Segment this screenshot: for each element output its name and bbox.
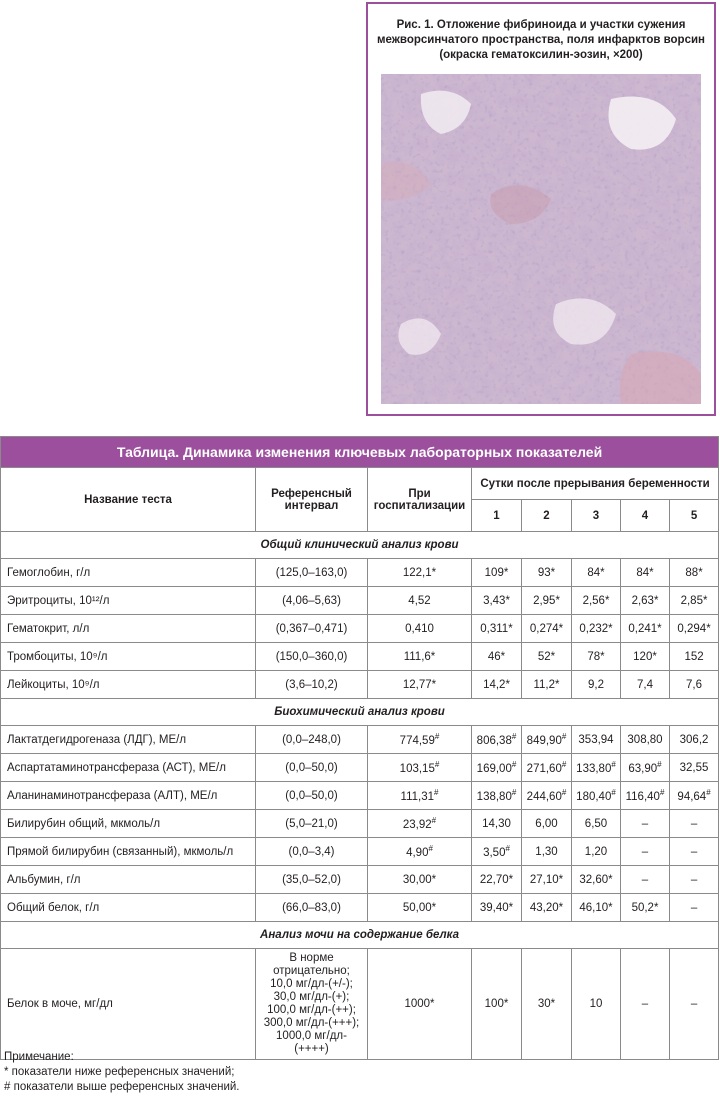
table-row: [1, 810, 719, 838]
section-title: Общий клинический анализ крови: [1, 532, 719, 559]
day-value-cell: 3,43*: [472, 587, 522, 615]
day-value-cell: 0,232*: [572, 615, 621, 643]
table-note: [4, 1050, 240, 1095]
table-row: [1, 671, 719, 699]
day-value-cell: 50,2*: [621, 894, 670, 922]
test-name-cell: Гемоглобин, г/л: [1, 559, 256, 587]
day-value-cell: 1,20: [572, 838, 621, 866]
day-value-cell: 2,63*: [621, 587, 670, 615]
ref-cell: (0,0–50,0): [256, 754, 368, 782]
day-value-cell: 14,30: [472, 810, 522, 838]
header-day: 4: [621, 500, 670, 532]
day-value-cell: 10: [572, 949, 621, 1060]
ref-cell: (0,367–0,471): [256, 615, 368, 643]
day-value-cell: 0,311*: [472, 615, 522, 643]
day-value-cell: 3,50#: [472, 838, 522, 866]
ref-cell: (3,6–10,2): [256, 671, 368, 699]
header-name: Название теста: [1, 468, 256, 532]
admission-cell: 4,90#: [368, 838, 472, 866]
day-value-cell: 2,85*: [670, 587, 719, 615]
ref-line: 1000,0 мг/дл-(++++): [276, 1030, 347, 1055]
day-value-cell: 39,40*: [472, 894, 522, 922]
header-day: 1: [472, 500, 522, 532]
table-row: [1, 615, 719, 643]
day-value-cell: –: [621, 866, 670, 894]
day-value-cell: 78*: [572, 643, 621, 671]
histology-image: [381, 74, 701, 404]
day-value-cell: –: [621, 838, 670, 866]
ref-cell: (35,0–52,0): [256, 866, 368, 894]
day-value-cell: 84*: [621, 559, 670, 587]
day-value-cell: 27,10*: [522, 866, 572, 894]
day-value-cell: 353,94: [572, 726, 621, 754]
day-value-cell: 7,6: [670, 671, 719, 699]
table-row: [1, 894, 719, 922]
admission-cell: 30,00*: [368, 866, 472, 894]
day-value-cell: 0,294*: [670, 615, 719, 643]
ref-cell: (150,0–360,0): [256, 643, 368, 671]
day-value-cell: 109*: [472, 559, 522, 587]
test-name-cell: Лейкоциты, 10⁹/л: [1, 671, 256, 699]
day-value-cell: 1,30: [522, 838, 572, 866]
ref-cell: (5,0–21,0): [256, 810, 368, 838]
table-row: [1, 866, 719, 894]
day-value-cell: 308,80: [621, 726, 670, 754]
day-value-cell: –: [670, 838, 719, 866]
test-name-cell: Аланинаминотрансфераза (АЛТ), МЕ/л: [1, 782, 256, 810]
section-row: [1, 699, 719, 726]
day-value-cell: 32,55: [670, 754, 719, 782]
day-value-cell: 11,2*: [522, 671, 572, 699]
ref-cell: (66,0–83,0): [256, 894, 368, 922]
ref-line: В норме: [289, 952, 334, 964]
day-value-cell: 46,10*: [572, 894, 621, 922]
table-row: [1, 782, 719, 810]
test-name-cell: Лактатдегидрогеназа (ЛДГ), МЕ/л: [1, 726, 256, 754]
day-value-cell: 93*: [522, 559, 572, 587]
day-value-cell: 88*: [670, 559, 719, 587]
test-name-cell: Белок в моче, мг/дл: [1, 949, 256, 1060]
figure-frame: [366, 2, 716, 416]
day-value-cell: 806,38#: [472, 726, 522, 754]
table-row: [1, 754, 719, 782]
table-row: [1, 949, 719, 1060]
day-value-cell: 0,274*: [522, 615, 572, 643]
ref-line: 10,0 мг/дл-(+/-);: [270, 978, 353, 990]
table-row: [1, 587, 719, 615]
day-value-cell: 32,60*: [572, 866, 621, 894]
day-value-cell: –: [670, 894, 719, 922]
day-value-cell: 2,95*: [522, 587, 572, 615]
day-value-cell: 43,20*: [522, 894, 572, 922]
ref-line: 30,0 мг/дл-(+);: [273, 991, 350, 1003]
day-value-cell: 6,50: [572, 810, 621, 838]
day-value-cell: 52*: [522, 643, 572, 671]
test-name-cell: Гематокрит, л/л: [1, 615, 256, 643]
test-name-cell: Тромбоциты, 10⁹/л: [1, 643, 256, 671]
section-title: Анализ мочи на содержание белка: [1, 922, 719, 949]
day-value-cell: 244,60#: [522, 782, 572, 810]
table-row: [1, 643, 719, 671]
table-row: [1, 559, 719, 587]
day-value-cell: 84*: [572, 559, 621, 587]
day-value-cell: –: [621, 810, 670, 838]
ref-cell: (125,0–163,0): [256, 559, 368, 587]
header-day: 5: [670, 500, 719, 532]
test-name-cell: Билирубин общий, мкмоль/л: [1, 810, 256, 838]
test-name-cell: Прямой билирубин (связанный), мкмоль/л: [1, 838, 256, 866]
day-value-cell: 138,80#: [472, 782, 522, 810]
day-value-cell: 30*: [522, 949, 572, 1060]
day-value-cell: 63,90#: [621, 754, 670, 782]
admission-cell: 12,77*: [368, 671, 472, 699]
day-value-cell: 152: [670, 643, 719, 671]
day-value-cell: 120*: [621, 643, 670, 671]
table-body: [1, 532, 719, 1060]
header-ref: Референсный интервал: [256, 468, 368, 532]
admission-cell: 111,31#: [368, 782, 472, 810]
day-value-cell: 133,80#: [572, 754, 621, 782]
table-row: [1, 726, 719, 754]
day-value-cell: 6,00: [522, 810, 572, 838]
admission-cell: 1000*: [368, 949, 472, 1060]
note-title: Примечание:: [4, 1051, 74, 1063]
day-value-cell: 7,4: [621, 671, 670, 699]
ref-line: 300,0 мг/дл-(+++);: [263, 1017, 360, 1029]
header-day: 2: [522, 500, 572, 532]
test-name-cell: Эритроциты, 10¹²/л: [1, 587, 256, 615]
section-title: Биохимический анализ крови: [1, 699, 719, 726]
day-value-cell: 22,70*: [472, 866, 522, 894]
header-days-group: Сутки после прерывания беременности: [472, 468, 719, 500]
admission-cell: 122,1*: [368, 559, 472, 587]
admission-cell: 50,00*: [368, 894, 472, 922]
header-day: 3: [572, 500, 621, 532]
ref-line: отрицательно;: [273, 965, 350, 977]
day-value-cell: –: [670, 810, 719, 838]
figure-caption: Рис. 1. Отложение фибриноида и участки сужения межворсинчатого пространства, поля инфарктов ворсин (окраска гематоксилин-эозин, ×200): [377, 19, 705, 61]
admission-cell: 774,59#: [368, 726, 472, 754]
ref-cell: (0,0–248,0): [256, 726, 368, 754]
table-title: Таблица. Динамика изменения ключевых лабораторных показателей: [1, 437, 719, 468]
header-admission: При госпитализации: [368, 468, 472, 532]
day-value-cell: 94,64#: [670, 782, 719, 810]
note-line: # показатели выше референсных значений.: [4, 1081, 240, 1093]
day-value-cell: –: [670, 949, 719, 1060]
test-name-cell: Аспартатаминотрансфераза (АСТ), МЕ/л: [1, 754, 256, 782]
day-value-cell: 169,00#: [472, 754, 522, 782]
day-value-cell: 100*: [472, 949, 522, 1060]
test-name-cell: Альбумин, г/л: [1, 866, 256, 894]
section-row: [1, 922, 719, 949]
ref-cell: (0,0–50,0): [256, 782, 368, 810]
admission-cell: 103,15#: [368, 754, 472, 782]
ref-cell: (0,0–3,4): [256, 838, 368, 866]
day-value-cell: 271,60#: [522, 754, 572, 782]
day-value-cell: –: [670, 866, 719, 894]
ref-line: 100,0 мг/дл-(++);: [267, 1004, 356, 1016]
section-row: [1, 532, 719, 559]
test-name-cell: Общий белок, г/л: [1, 894, 256, 922]
note-line: * показатели ниже референсных значений;: [4, 1066, 235, 1078]
admission-cell: 111,6*: [368, 643, 472, 671]
day-value-cell: 46*: [472, 643, 522, 671]
lab-table: [0, 436, 719, 1060]
day-value-cell: 9,2: [572, 671, 621, 699]
admission-cell: 4,52: [368, 587, 472, 615]
admission-cell: 0,410: [368, 615, 472, 643]
ref-cell: [256, 949, 368, 1060]
day-value-cell: 116,40#: [621, 782, 670, 810]
day-value-cell: 14,2*: [472, 671, 522, 699]
day-value-cell: 2,56*: [572, 587, 621, 615]
day-value-cell: –: [621, 949, 670, 1060]
day-value-cell: 0,241*: [621, 615, 670, 643]
ref-cell: (4,06–5,63): [256, 587, 368, 615]
day-value-cell: 180,40#: [572, 782, 621, 810]
day-value-cell: 306,2: [670, 726, 719, 754]
admission-cell: 23,92#: [368, 810, 472, 838]
day-value-cell: 849,90#: [522, 726, 572, 754]
table-row: [1, 838, 719, 866]
